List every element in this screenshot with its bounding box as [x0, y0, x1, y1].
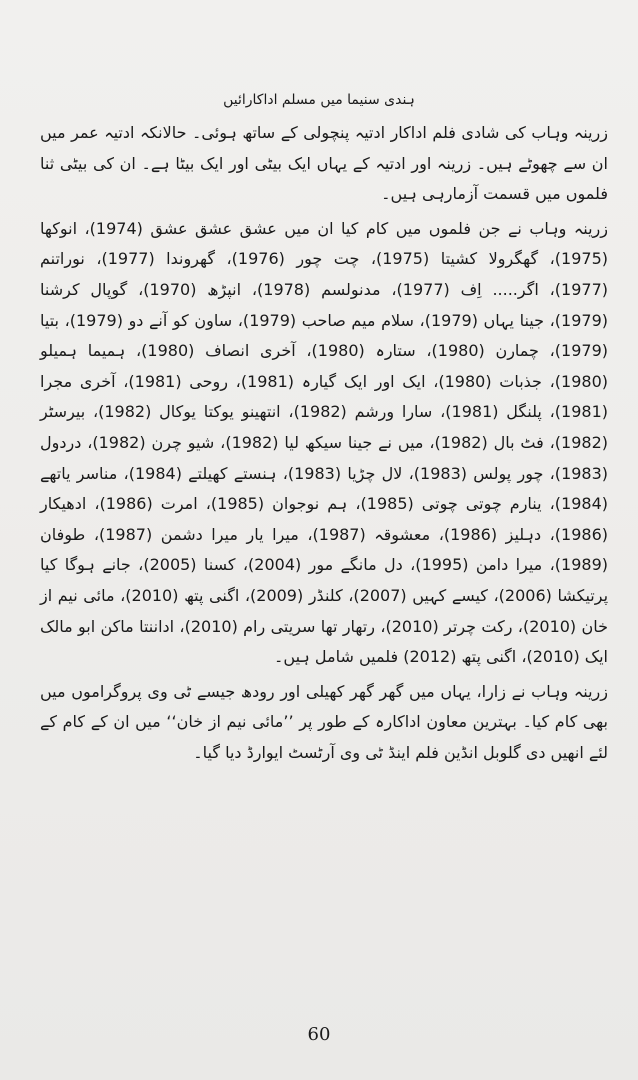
page-number: 60: [307, 1024, 331, 1045]
body-text: [40, 118, 608, 772]
paragraph-marriage: زرینہ وہاب کی شادی فلم اداکار ادتیہ پنچولی کے ساتھ ہوئی۔ حالانکہ ادتیہ عمر میں ان سے چھوٹے ہیں۔ زرینہ اور ادتیہ کے یہاں ایک بیٹی اور ایک بیٹا ہے۔ ان کی بیٹی ثنا فلموں میں قسمت آزمارہی ہیں۔: [40, 123, 608, 204]
running-header: ہندی سنیما میں مسلم اداکارائیں: [223, 92, 415, 108]
paragraph-tv-award: زرینہ وہاب نے زارا، یہاں میں گھر گھر کھیلی اور رودھ جیسے ٹی وی پروگراموں میں بھی کام کیا۔ بہترین معاون اداکارہ کے طور پر ’’مائی نیم از خان‘‘ میں ان کے کام کے لئے انھیں دی گلوبل انڈین فلم اینڈ ٹی وی آرٹسٹ ایوارڈ دیا گیا۔: [40, 681, 608, 762]
paragraph-filmography: زرینہ وہاب نے جن فلموں میں کام کیا ان میں عشق عشق عشق (1974)، انوکھا (1975)، گھگرولا کشیتا (1975)، چت چور (1976)، گھروندا (1977)، نوراتنم (1977)، اگر..... اِف (1977)، مدنولسم (1978)، انپڑھ (1970)، گوپال کرشنا (1979)، جینا یہاں (1979)، سلام میم صاحب (1979)، ساون کو آنے دو (1979)، بتیا (1979)، چمارن (1980)، ستارہ (1980)، آخری انصاف (1980)، ہمیما ہمیلو (1980)، جذبات (1980)، ایک اور ایک گیارہ (1981)، روحی (1981)، آخری مجرا (1981)، پلنگل (1981)، سارا ورشم (1982)، انتھینو یوکتا یوکال (1982)، بیرسٹر (1982)، فٹ بال (1982)، میں نے جینا سیکھ لیا (1982)، شیو چرن (1982)، دردول (1983)، چور پولس (1983)، لال چڑیا (1983)، ہنستے کھیلتے (1984)، مناسر یاتھے (1984)، ینارم چوتی چوتی (1985)، ہم نوجوان (1985)، امرت (1986)، ادھیکار (1986)، دہلیز (1986)، معشوقہ (1987)، میرا یار میرا دشمن (1987)، طوفان (1989)، میرا دامن (1995)، دل مانگے مور (2004)، کسنا (2005)، جانے ہوگا کیا پرتیکشا (2006)، کیسے کہیں (2007)، کلنڈر (2009)، اگنی پتھ (2010)، مائی نیم از خان (2010)، رکت چرتر (2010)، رتھار تھا سریتی رام (2010)، اداننتا ماکن ابو مالک ایک (2010)، اگنی پتھ (2012) فلمیں شامل ہیں۔: [40, 218, 609, 667]
